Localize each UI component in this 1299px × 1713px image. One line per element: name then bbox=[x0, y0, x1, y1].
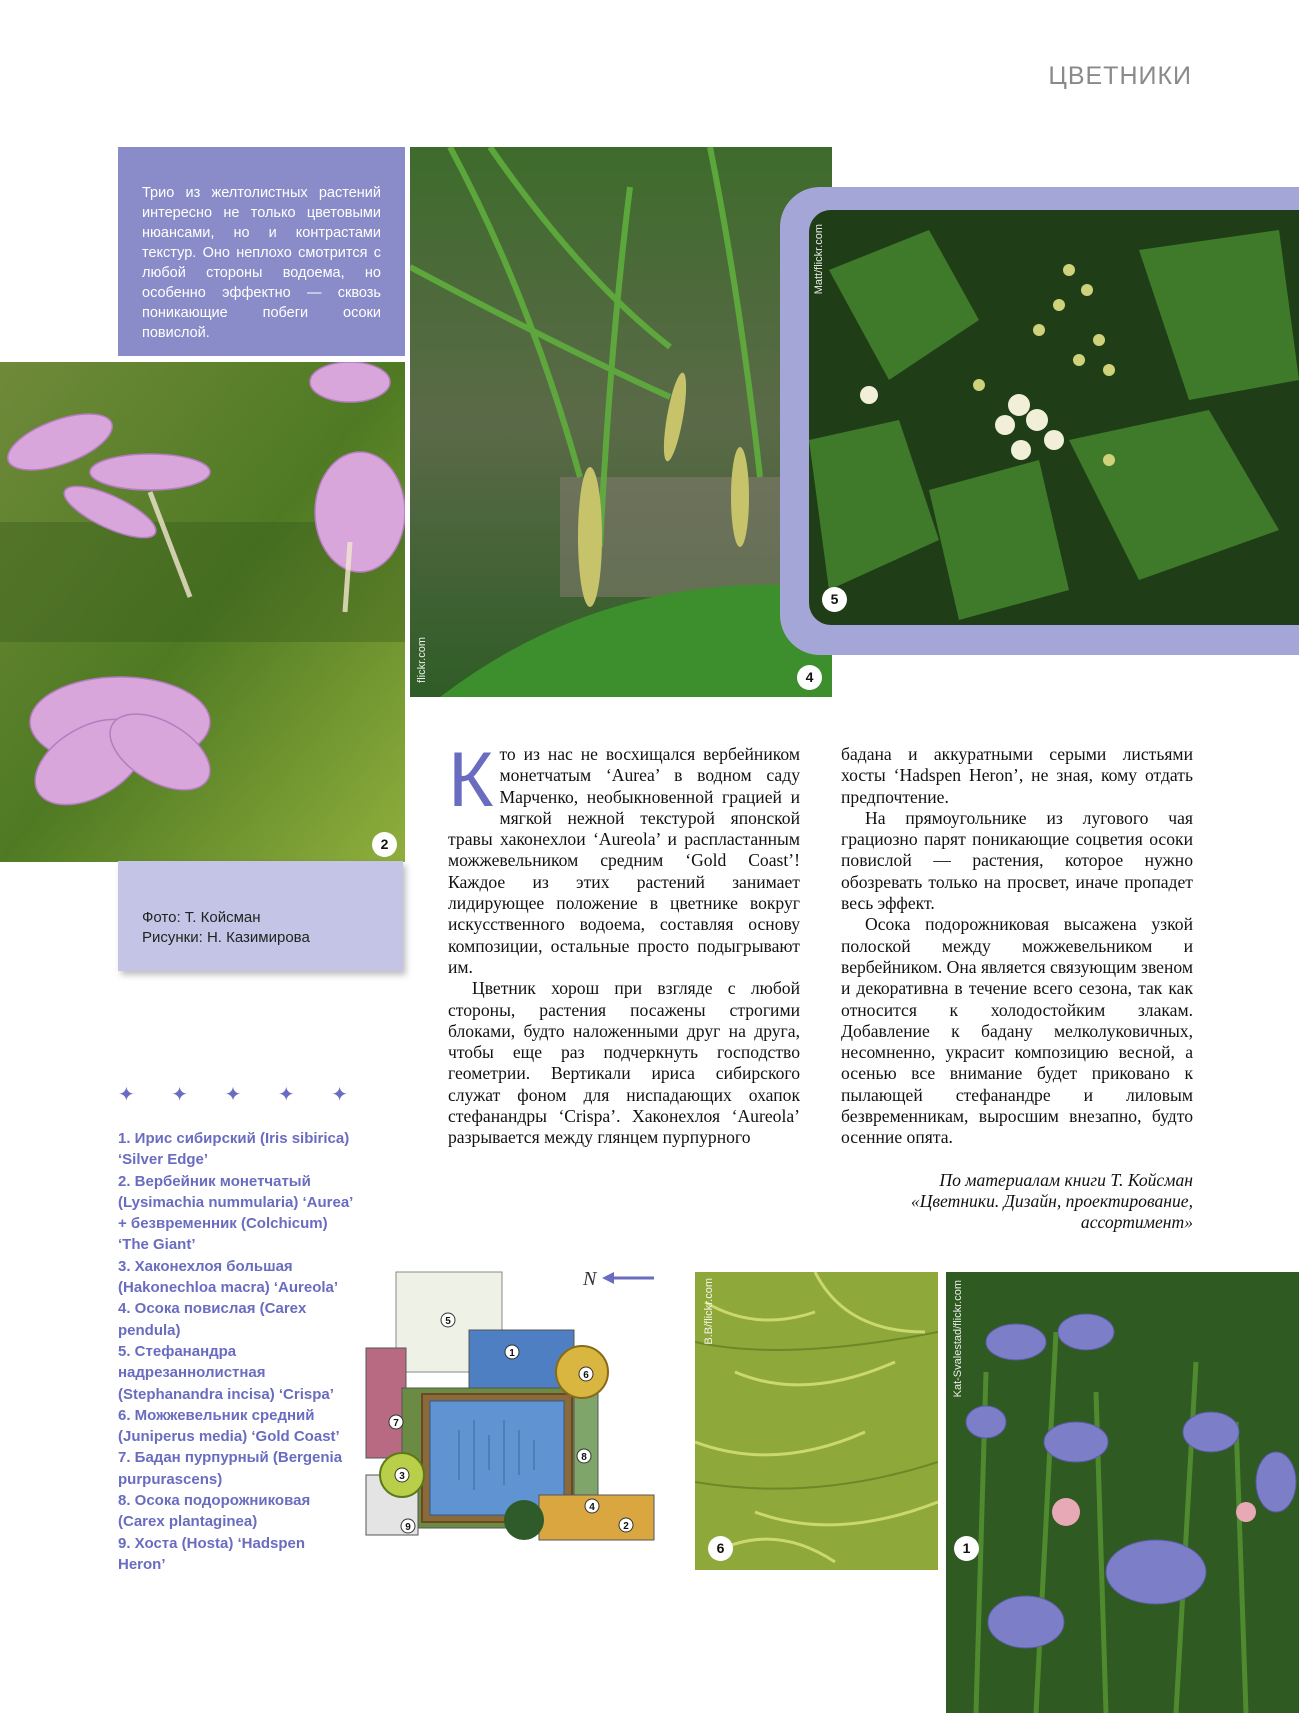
source-line: По материалам книги Т. Койсман bbox=[939, 1170, 1193, 1190]
legend-item: 7. Бадан пурпурный (Bergenia purpurascens) bbox=[118, 1449, 343, 1488]
legend-item: 4. Осока повислая (Carex pendula) bbox=[118, 1300, 307, 1339]
legend-item: 6. Можжевельник средний (Juniperus media) ‘Gold Coast’ bbox=[118, 1406, 340, 1446]
plan-label: 9 bbox=[405, 1522, 411, 1533]
photo-credit: Kat-Svalestad/flickr.com bbox=[952, 1280, 964, 1398]
article-paragraph: Осока подорожниковая высажена узкой полоской между можжевельником и вербейником. Она является связующим звеном и декоративна в течение всего сезона, так как относится к холодостойким злакам. Добавление к бадану мелколуковичных, несомненно, украсит композицию весной, а осенью все внимание будет приковано к пылающей стефанандре и лиловым безвременникам, выросшим внезапно, будто осенние опята. bbox=[841, 914, 1193, 1148]
garden-plan bbox=[364, 1270, 664, 1542]
plant-legend bbox=[118, 1128, 353, 1575]
diamond-divider bbox=[118, 1082, 348, 1107]
legend-item: 5. Стефанандра надрезаннолистная (Stephanandra incisa) ‘Crispa’ bbox=[118, 1342, 334, 1403]
photo-iris bbox=[946, 1272, 1299, 1713]
photo-number-badge: 6 bbox=[708, 1536, 733, 1561]
plan-label: 5 bbox=[445, 1316, 451, 1327]
legend-item: 8. Осока подорожниковая (Carex plantaginea) bbox=[118, 1492, 311, 1531]
legend-item: 1. Ирис сибирский (Iris sibirica) ‘Silver Edge’ bbox=[118, 1130, 350, 1169]
photo-credit: flickr.com bbox=[416, 637, 428, 683]
legend-item: 3. Хаконехлоя большая (Hakonechloa macra) ‘Aureola’ bbox=[118, 1257, 339, 1297]
diamond-icon: ✦ bbox=[277, 1084, 295, 1106]
photo-carex bbox=[410, 147, 832, 697]
section-title: ЦВЕТНИКИ bbox=[1048, 62, 1192, 90]
diamond-icon: ✦ bbox=[224, 1084, 242, 1106]
caption-box bbox=[118, 147, 405, 356]
plan-label: 8 bbox=[581, 1452, 587, 1463]
plan-label: 3 bbox=[399, 1471, 405, 1482]
photo-number-badge: 1 bbox=[954, 1536, 979, 1561]
photo-number-badge: 5 bbox=[822, 587, 847, 612]
juniper-image bbox=[695, 1272, 938, 1570]
article-paragraph: бадана и аккуратными серыми листьями хосты ‘Hadspen Heron’, не зная, кому отдать предпочтение. bbox=[841, 744, 1193, 807]
plan-label: 2 bbox=[623, 1521, 629, 1532]
photo-credit: B.B/flickr.com bbox=[703, 1278, 715, 1345]
legend-item: 9. Хоста (Hosta) ‘Hadspen Heron’ bbox=[118, 1534, 305, 1573]
photo-colchicum bbox=[0, 362, 405, 862]
legend-item: 2. Вербейник монетчатый (Lysimachia nummularia) ‘Aurea’ + безвременник (Colchicum) ‘The Giant’ bbox=[118, 1172, 353, 1254]
plan-label: 7 bbox=[393, 1418, 399, 1429]
source-line: ассортимент» bbox=[1080, 1212, 1193, 1232]
drawings-credit-line: Рисунки: Н. Казимирова bbox=[142, 929, 310, 946]
article-column-1 bbox=[448, 735, 800, 1149]
iris-image bbox=[946, 1272, 1299, 1713]
photo-stephanandra bbox=[809, 210, 1299, 625]
source-reference bbox=[841, 1170, 1193, 1233]
source-line: «Цветники. Дизайн, проектирование, bbox=[910, 1191, 1193, 1211]
north-label: N bbox=[583, 1268, 597, 1290]
plan-label: 4 bbox=[589, 1502, 595, 1513]
plan-label: 1 bbox=[509, 1348, 515, 1359]
plan-label: 6 bbox=[583, 1370, 589, 1381]
photo-credit: Matt/flickr.com bbox=[813, 224, 825, 295]
diamond-icon: ✦ bbox=[118, 1084, 135, 1106]
photo-credit-line: Фото: Т. Койсман bbox=[142, 909, 261, 926]
photo-number-badge: 2 bbox=[372, 832, 397, 857]
article-paragraph: Цветник хорош при взгляде с любой стороны, растения посажены строгими блоками, будто наложенными друг на друга, чтобы еще раз подчеркнуть господство геометрии. Вертикали ириса сибирского служат фоном для ниспадающих охапок стефанандры ‘Crispa’. Хаконехлоя ‘Aureola’ разрывается между глянцем пурпурного bbox=[448, 978, 800, 1148]
carex-image bbox=[410, 147, 832, 697]
photo-number-badge: 4 bbox=[797, 665, 822, 690]
photo-juniper bbox=[695, 1272, 938, 1570]
caption-text: Трио из желтолистных растений интересно не только цветовыми нюансами, но и контрастами текстур. Оно неплохо смотрится с любой стороны водоема, но особенно эффектно — сквозь поникающие побеги осоки повислой. bbox=[142, 185, 381, 341]
article-paragraph: то из нас не восхищался вербейником монетчатым ‘Aurea’ в водном саду Марченко, необыкновенной грацией и мягкой нежной текстурой японской травы хаконехлои ‘Aureola’ и распластанным можжевельником средним ‘Gold Coast’! Каждое из этих растений занимает лидирующее положение в цветнике вокруг искусственного водоема, составляя основу композиции, остальные просто подыгрывают им. bbox=[448, 744, 800, 977]
article-paragraph: На прямоугольнике из лугового чая грациозно парят поникающие соцветия осоки повислой — растения, которое нужно обозревать только на просвет, иначе пропадет весь эффект. bbox=[841, 807, 1193, 914]
diamond-icon: ✦ bbox=[331, 1084, 348, 1106]
stephanandra-image bbox=[809, 210, 1299, 625]
credits-box bbox=[118, 861, 403, 971]
colchicum-image bbox=[0, 362, 405, 862]
diamond-icon: ✦ bbox=[171, 1084, 189, 1106]
drop-cap: К bbox=[448, 735, 494, 823]
article-column-2 bbox=[841, 744, 1193, 1149]
